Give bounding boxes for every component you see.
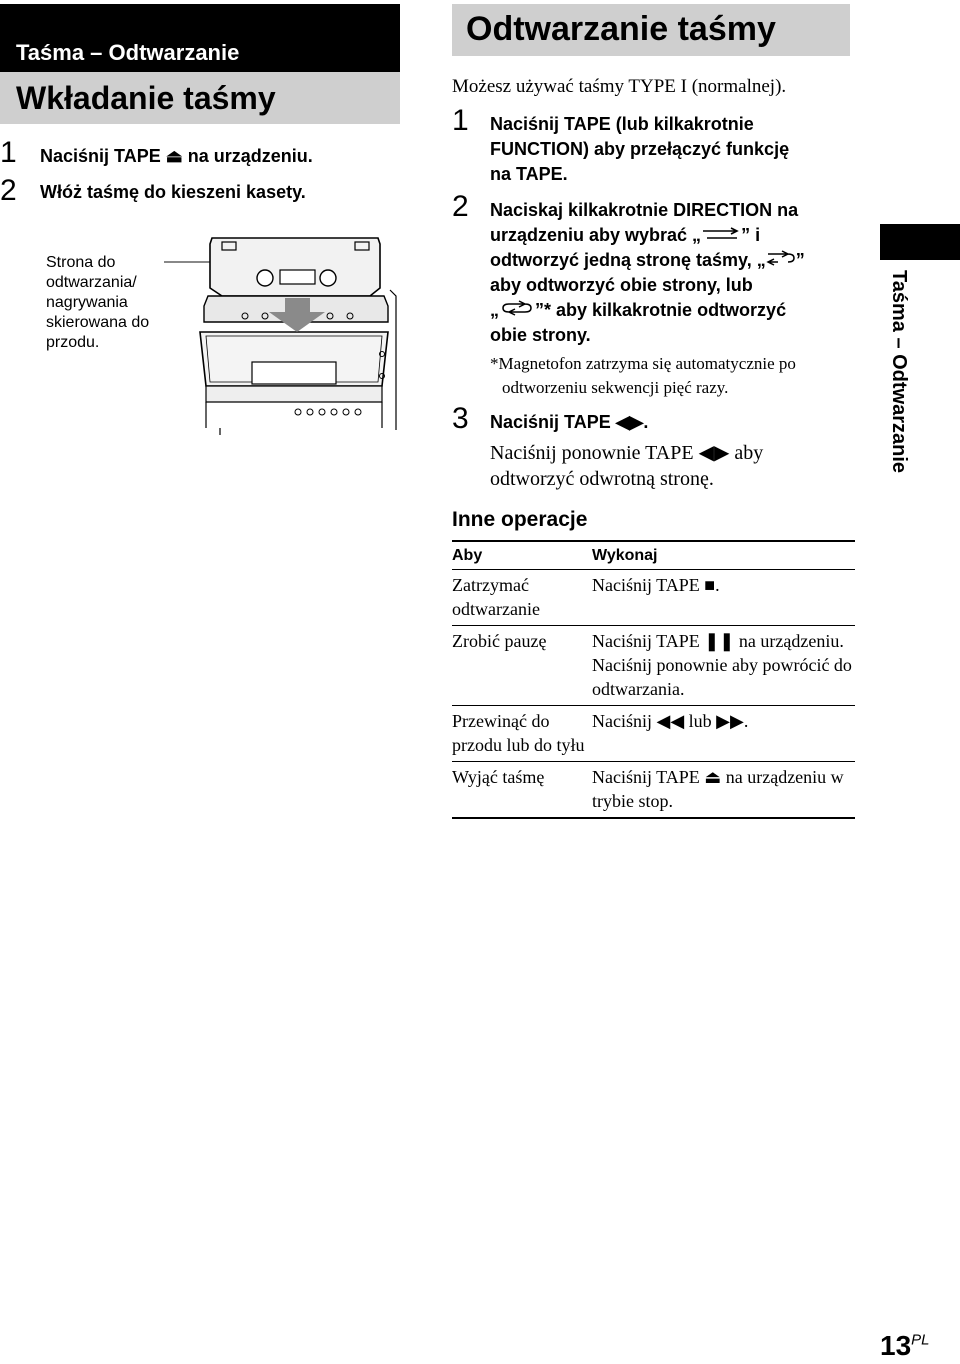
footnote: *Magnetofon zatrzyma się automatycznie po odtworzeniu sekwencji pięć razy. bbox=[490, 354, 796, 397]
relay-direction-icon bbox=[499, 300, 535, 316]
two-way-direction-icon bbox=[766, 250, 796, 266]
step-line: FUNCTION) aby przełączyć funkcję bbox=[490, 139, 790, 159]
table-cell: Naciśnij TAPE ⏏ na urządzeniu w trybie stop. bbox=[592, 762, 855, 819]
step-line: Naciśnij TAPE (lub kilkakrotnie bbox=[490, 114, 754, 134]
table-cell: Naciśnij TAPE ■. bbox=[592, 570, 855, 626]
intro-text: Możesz używać taśmy TYPE I (normalnej). bbox=[452, 76, 787, 97]
subsection-title: Wkładanie taśmy bbox=[16, 80, 276, 116]
table-row bbox=[452, 762, 855, 819]
play-step-3: Naciśnij TAPE ◀▶. bbox=[490, 412, 649, 432]
play-step-2 bbox=[490, 198, 805, 348]
table-cell: Wyjąć taśmę bbox=[452, 762, 592, 819]
step-number: 2 bbox=[452, 190, 469, 223]
page-suffix: PL bbox=[911, 1331, 930, 1349]
section-header bbox=[0, 4, 400, 72]
table-cell: Zrobić pauzę bbox=[452, 626, 592, 706]
table-cell: Zatrzymać odtwarzanie bbox=[452, 570, 592, 626]
column-header: Wykonaj bbox=[592, 541, 855, 570]
side-section-label: Taśma – Odtwarzanie bbox=[888, 270, 910, 474]
side-tab-marker bbox=[880, 224, 960, 260]
step-number: 2 bbox=[0, 174, 17, 207]
operations-table bbox=[452, 540, 855, 819]
step-text: Włóż taśmę do kieszeni kasety. bbox=[40, 182, 306, 202]
cassette-caption: Strona do odtwarzania/ nagrywania skierowana do przodu. bbox=[46, 254, 150, 351]
table-cell: Naciśnij TAPE ❚❚ na urządzeniu. Naciśnij ponownie aby powrócić do odtwarzania. bbox=[592, 626, 855, 706]
column-header: Aby bbox=[452, 541, 592, 570]
step-3-detail: Naciśnij ponownie TAPE ◀▶ aby odtworzyć odwrotną stronę. bbox=[490, 442, 764, 490]
subsection-header bbox=[0, 72, 400, 124]
table-cell: Przewinąć do przodu lub do tyłu bbox=[452, 706, 592, 762]
section-title: Taśma – Odtwarzanie bbox=[16, 40, 240, 65]
step-line: urządzeniu aby wybrać „ ” i bbox=[490, 225, 761, 245]
one-way-direction-icon bbox=[701, 227, 741, 241]
table-row bbox=[452, 626, 855, 706]
step-line: obie strony. bbox=[490, 325, 591, 345]
playback-header bbox=[452, 4, 850, 56]
table-row bbox=[452, 570, 855, 626]
cassette-insertion-illustration bbox=[150, 230, 400, 435]
step-line: Naciskaj kilkakrotnie DIRECTION na bbox=[490, 200, 799, 220]
playback-title: Odtwarzanie taśmy bbox=[466, 10, 776, 48]
step-line: „ ”* aby kilkakrotnie odtworzyć bbox=[490, 300, 787, 320]
step-number: 3 bbox=[452, 402, 469, 435]
page-number: $13^{PL}$ bbox=[880, 1330, 930, 1361]
step-line: aby odtworzyć obie strony, lub bbox=[490, 275, 753, 295]
other-operations-title: Inne operacje bbox=[452, 508, 588, 531]
table-header-row bbox=[452, 541, 855, 570]
table-row bbox=[452, 706, 855, 762]
step-line: odtworzyć jedną stronę taśmy, „ ” bbox=[490, 250, 805, 270]
step-number: 1 bbox=[452, 104, 469, 137]
step-number: 1 bbox=[0, 136, 17, 169]
step-line: na TAPE. bbox=[490, 164, 568, 184]
step-text: Naciśnij TAPE ⏏ na urządzeniu. bbox=[40, 146, 313, 166]
play-step-1 bbox=[490, 112, 789, 187]
table-cell: Naciśnij ◀◀ lub ▶▶. bbox=[592, 706, 855, 762]
